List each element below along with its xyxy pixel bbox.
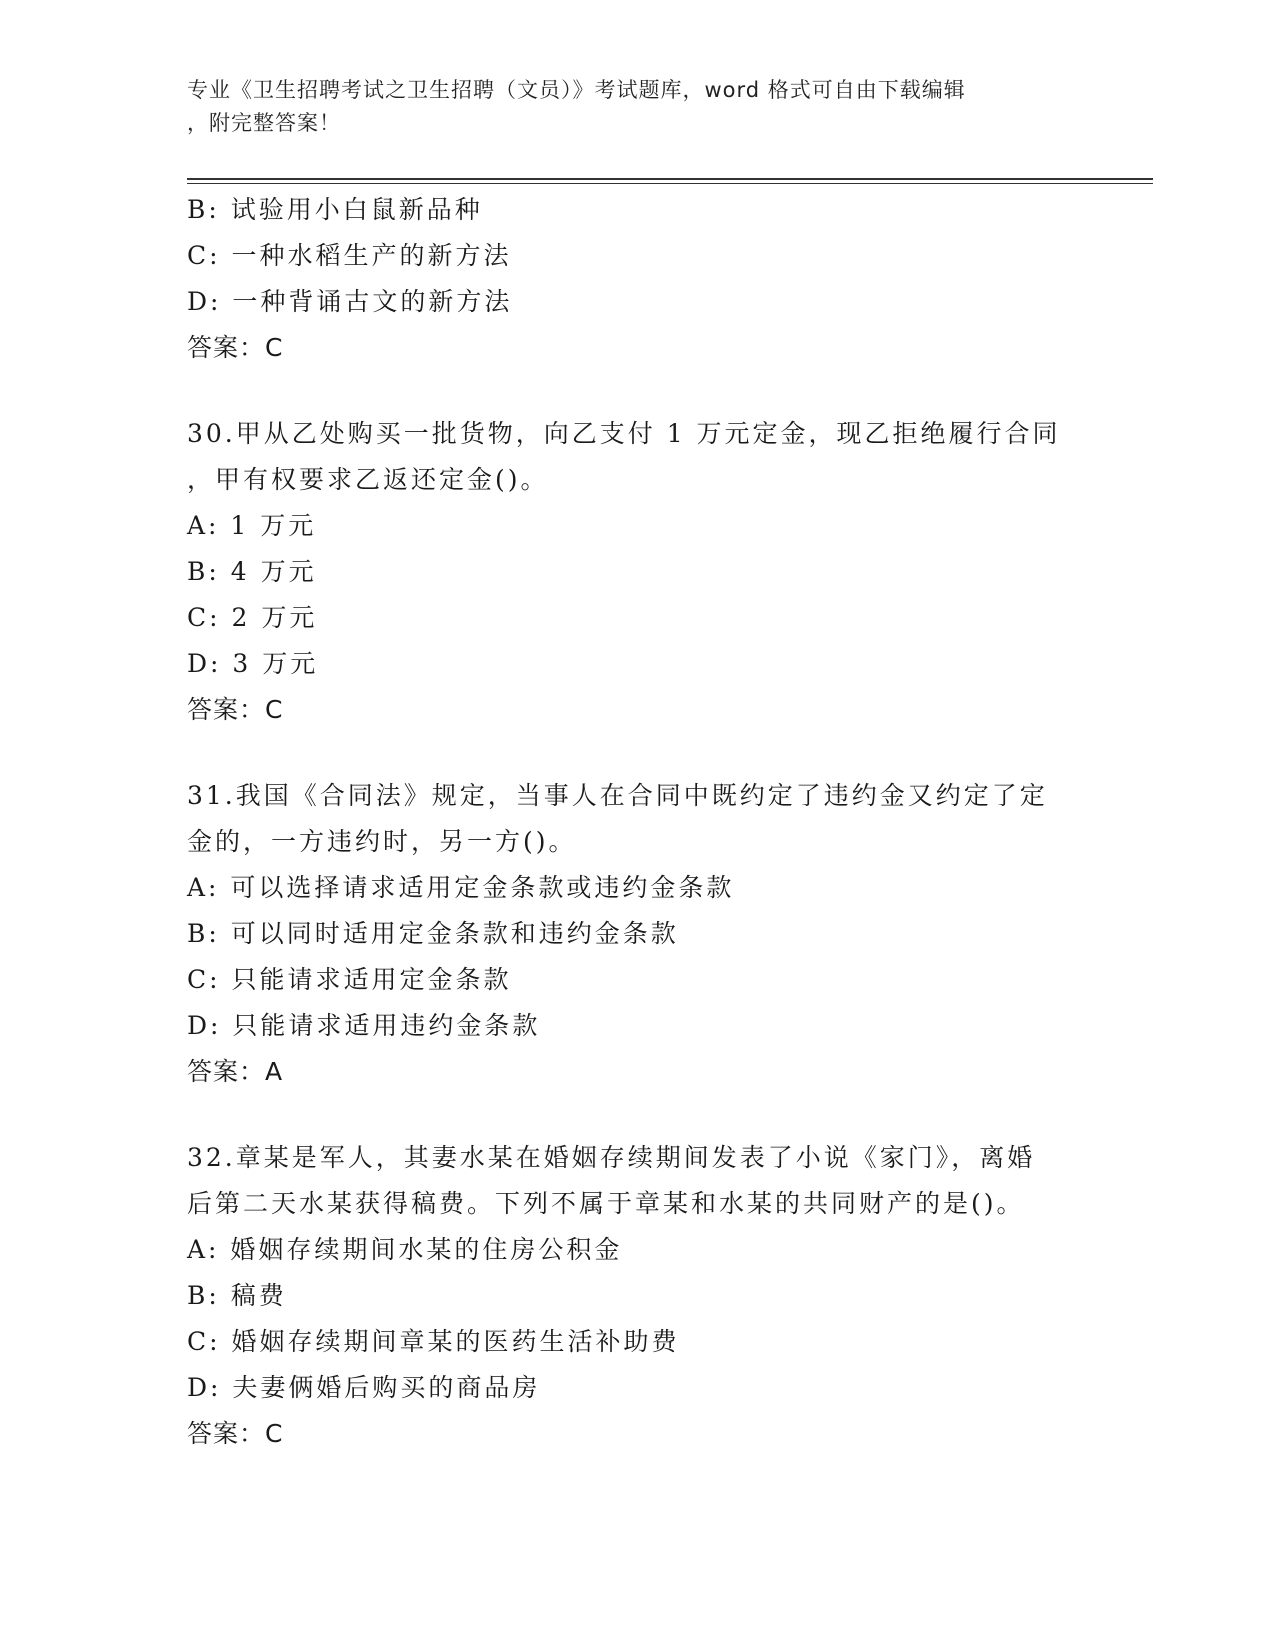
question-text-line-2: 后第二天水某获得稿费。下列不属于章某和水某的共同财产的是()。	[187, 1189, 1025, 1218]
question-text-line-1: 30.甲从乙处购买一批货物，向乙支付 1 万元定金，现乙拒绝履行合同	[187, 419, 1061, 448]
option-a: A: 可以选择请求适用定金条款或违约金条款	[187, 873, 735, 902]
header-divider	[187, 178, 1153, 180]
answer-line: 答案：A	[187, 1057, 284, 1086]
question-block-30	[187, 411, 1087, 733]
option-b: B: 试验用小白鼠新品种	[187, 195, 483, 224]
answer-line: 答案：C	[187, 695, 284, 724]
question-block-partial	[187, 187, 1087, 371]
question-text-line-2: 金的，一方违约时，另一方()。	[187, 827, 577, 856]
option-d: D: 一种背诵古文的新方法	[187, 287, 513, 316]
question-list	[187, 187, 1087, 1457]
header-line-1: 专业《卫生招聘考试之卫生招聘（文员）》考试题库，word 格式可自由下载编辑	[187, 78, 966, 102]
question-text-line-1: 32.章某是军人，其妻水某在婚姻存续期间发表了小说《家门》，离婚	[187, 1143, 1036, 1172]
option-d: D: 3 万元	[187, 649, 319, 678]
question-block-32	[187, 1135, 1087, 1457]
answer-line: 答案：C	[187, 1419, 284, 1448]
question-text-line-2: ，甲有权要求乙返还定金()。	[187, 465, 549, 494]
option-c: C: 婚姻存续期间章某的医药生活补助费	[187, 1327, 680, 1356]
option-b: B: 稿费	[187, 1281, 287, 1310]
option-b: B: 4 万元	[187, 557, 317, 586]
option-c: C: 2 万元	[187, 603, 318, 632]
document-header	[187, 74, 1067, 140]
option-d: D: 只能请求适用违约金条款	[187, 1011, 541, 1040]
option-a: A: 婚姻存续期间水某的住房公积金	[187, 1235, 623, 1264]
header-line-2: ，附完整答案！	[187, 111, 341, 135]
option-d: D: 夫妻俩婚后购买的商品房	[187, 1373, 541, 1402]
option-a: A: 1 万元	[187, 511, 317, 540]
answer-line: 答案：C	[187, 333, 284, 362]
option-c: C: 一种水稻生产的新方法	[187, 241, 512, 270]
header-divider-thin	[187, 183, 1153, 184]
option-c: C: 只能请求适用定金条款	[187, 965, 512, 994]
question-text-line-1: 31.我国《合同法》规定，当事人在合同中既约定了违约金又约定了定	[187, 781, 1048, 810]
option-b: B: 可以同时适用定金条款和违约金条款	[187, 919, 679, 948]
question-block-31	[187, 773, 1087, 1095]
